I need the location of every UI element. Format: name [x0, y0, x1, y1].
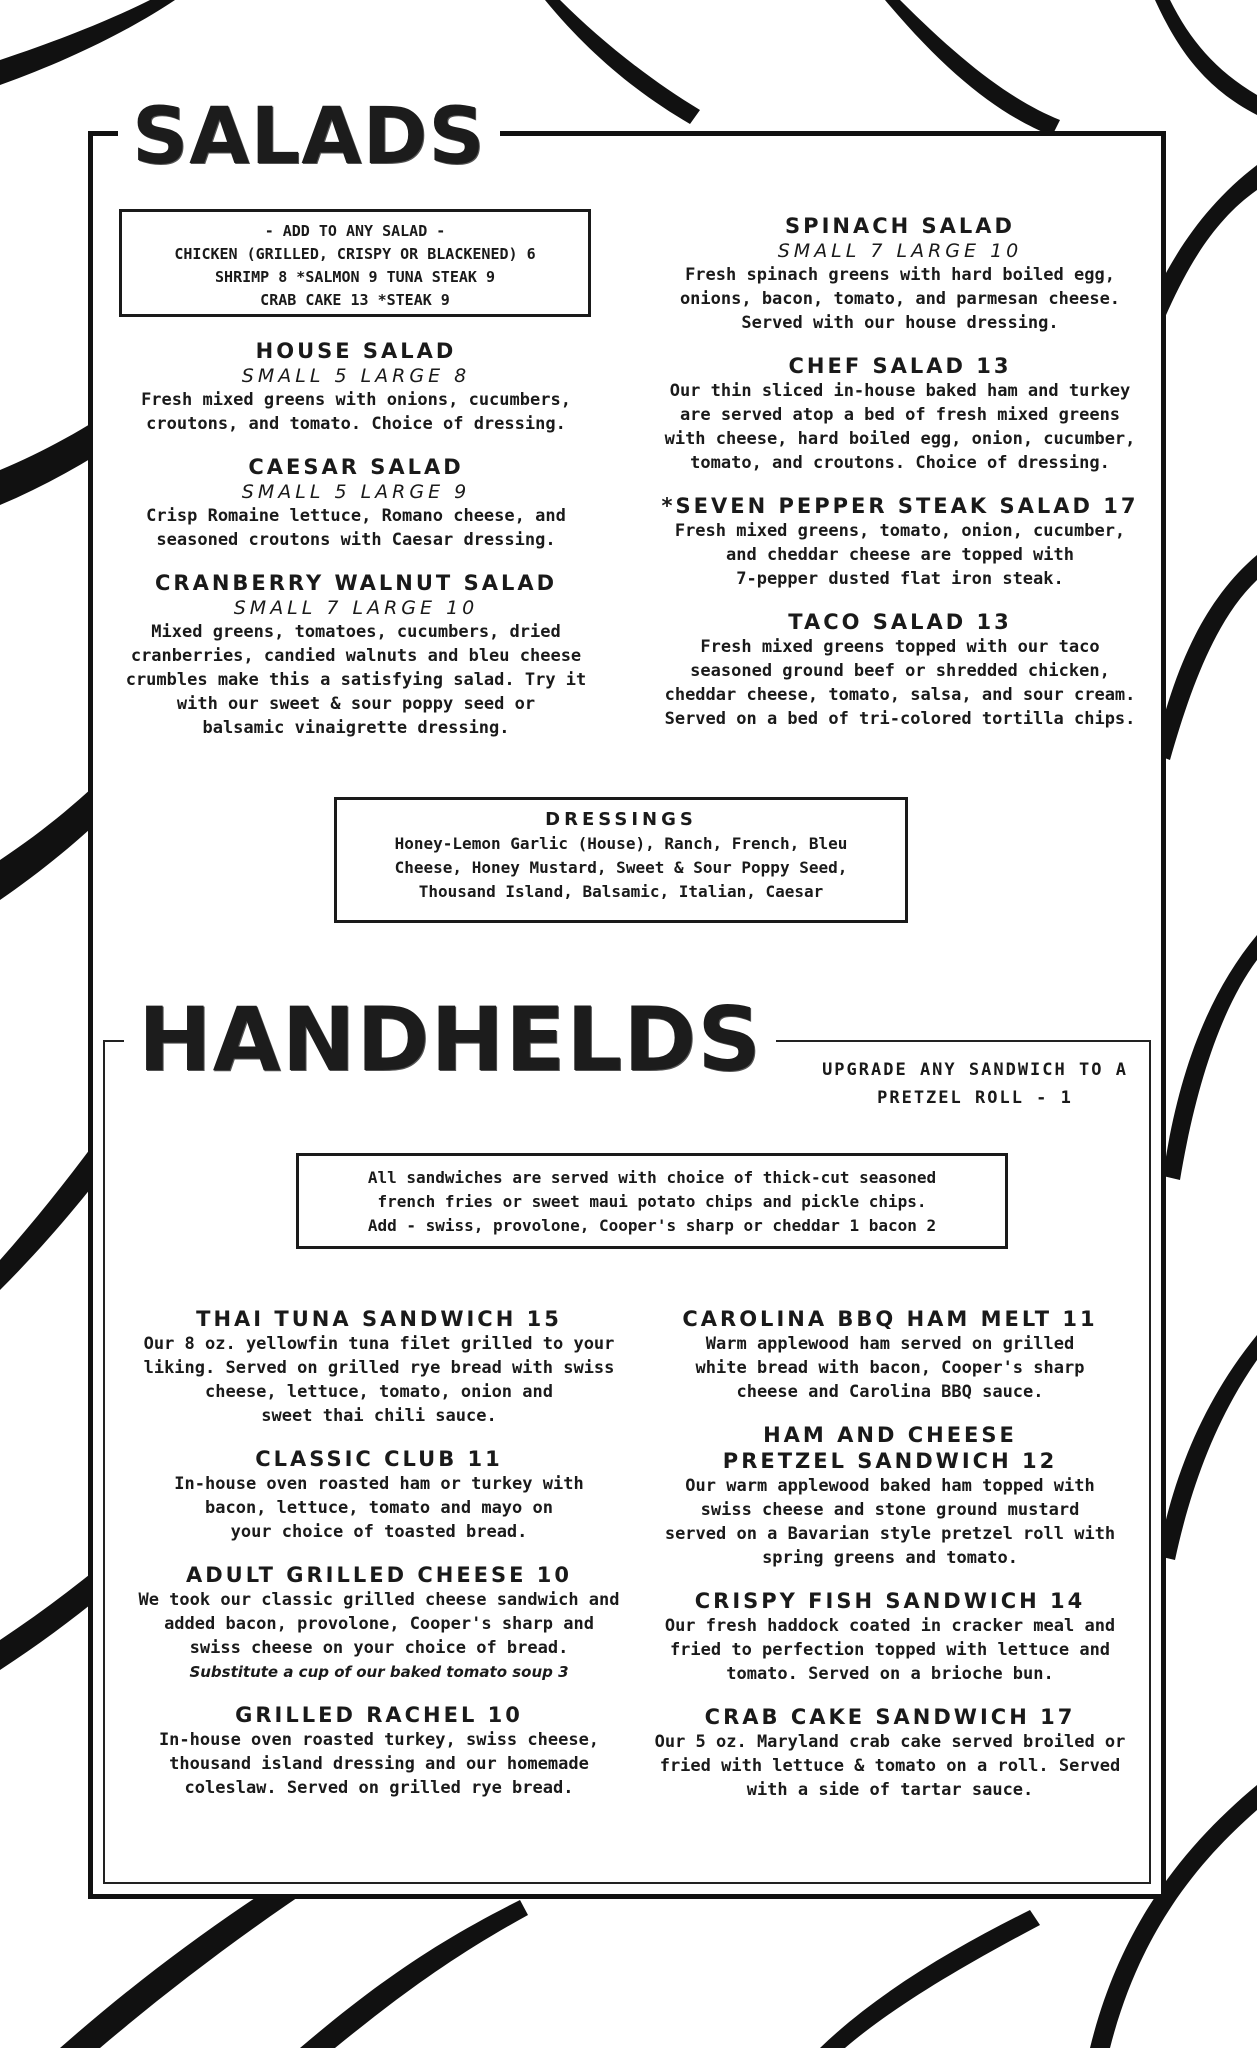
- item-description: cheese, lettuce, tomato, onion and: [205, 1382, 553, 1402]
- item-price: SMALL 7 LARGE 10: [777, 240, 1023, 262]
- item-description: croutons, and tomato. Choice of dressing.: [146, 414, 566, 434]
- item-description: balsamic vinaigrette dressing.: [202, 718, 510, 738]
- salads-left-column: [112, 338, 600, 758]
- item-name: HAM AND CHEESE: [763, 1423, 1017, 1447]
- item-description: Served with our house dressing.: [741, 313, 1059, 333]
- salad-addons-heading: - ADD TO ANY SALAD -: [264, 222, 446, 240]
- item-price: SMALL 5 LARGE 9: [241, 481, 471, 503]
- item-description: Our warm applewood baked ham topped with: [685, 1476, 1095, 1496]
- menu-item: [652, 213, 1148, 335]
- item-description: your choice of toasted bread.: [230, 1522, 528, 1542]
- menu-item: [134, 1306, 624, 1428]
- item-price: SMALL 7 LARGE 10: [233, 597, 479, 619]
- item-description: seasoned croutons with Caesar dressing.: [156, 530, 556, 550]
- item-description: tomato. Served on a brioche bun.: [726, 1664, 1054, 1684]
- pretzel-upgrade-note: [800, 1056, 1150, 1112]
- item-name: CRAB CAKE SANDWICH 17: [704, 1705, 1076, 1729]
- handhelds-left-column: [134, 1306, 624, 1818]
- dressings-line: Honey-Lemon Garlic (House), Ranch, French, Bleu: [394, 834, 848, 853]
- item-description: In-house oven roasted ham or turkey with: [174, 1474, 584, 1494]
- item-description: bacon, lettuce, tomato and mayo on: [205, 1498, 553, 1518]
- menu-item: [134, 1562, 624, 1684]
- item-description: Our 5 oz. Maryland crab cake served broiled or: [654, 1732, 1126, 1752]
- item-description: white bread with bacon, Cooper's sharp: [695, 1358, 1085, 1378]
- item-description: Fresh spinach greens with hard boiled egg,: [685, 265, 1115, 285]
- menu-item: [648, 1588, 1132, 1686]
- item-description: Warm applewood ham served on grilled: [705, 1334, 1075, 1354]
- sides-line: All sandwiches are served with choice of thick-cut seasoned: [367, 1168, 937, 1187]
- item-description: Our thin sliced in-house baked ham and turkey: [669, 381, 1131, 401]
- item-description: with a side of tartar sauce.: [746, 1780, 1034, 1800]
- item-description: with our sweet & sour poppy seed or: [176, 694, 536, 714]
- menu-item: [648, 1422, 1132, 1570]
- item-description: We took our classic grilled cheese sandwich and: [138, 1590, 620, 1610]
- menu-item: [112, 454, 600, 552]
- item-description: Crisp Romaine lettuce, Romano cheese, and: [146, 506, 566, 526]
- item-description: Fresh mixed greens topped with our taco: [700, 637, 1100, 657]
- item-name: CAROLINA BBQ HAM MELT 11: [682, 1307, 1098, 1331]
- soup-substitution-note: Substitute a cup of our baked tomato soup 3: [189, 1663, 569, 1681]
- item-name: CHEF SALAD 13: [788, 354, 1012, 378]
- menu-item: [652, 609, 1148, 731]
- item-name: CRANBERRY WALNUT SALAD: [154, 571, 558, 595]
- item-name: SPINACH SALAD: [785, 214, 1015, 238]
- upgrade-line: PRETZEL ROLL - 1: [877, 1088, 1073, 1108]
- item-description: Served on a bed of tri-colored tortilla chips.: [664, 709, 1136, 729]
- salad-addons-line: SHRIMP 8 *SALMON 9 TUNA STEAK 9: [215, 268, 495, 286]
- item-description: cheddar cheese, tomato, salsa, and sour cream.: [664, 685, 1136, 705]
- dressings-line: Thousand Island, Balsamic, Italian, Caesar: [418, 882, 824, 901]
- item-name: TACO SALAD 13: [788, 610, 1012, 634]
- handhelds-right-column: [648, 1306, 1132, 1820]
- item-description: cheese and Carolina BBQ sauce.: [736, 1382, 1044, 1402]
- upgrade-line: UPGRADE ANY SANDWICH TO A: [822, 1060, 1128, 1080]
- menu-item: [134, 1702, 624, 1800]
- salads-title: SALADS: [118, 98, 500, 176]
- item-name: CLASSIC CLUB 11: [255, 1447, 503, 1471]
- item-description: seasoned ground beef or shredded chicken,: [690, 661, 1110, 681]
- item-description: Mixed greens, tomatoes, cucumbers, dried: [151, 622, 561, 642]
- dressings-heading: DRESSINGS: [545, 809, 697, 830]
- item-name: CAESAR SALAD: [248, 455, 464, 479]
- item-name: ADULT GRILLED CHEESE 10: [185, 1563, 573, 1587]
- item-description: Our 8 oz. yellowfin tuna filet grilled to your: [143, 1334, 615, 1354]
- salads-right-column: [652, 213, 1148, 749]
- item-name: THAI TUNA SANDWICH 15: [196, 1307, 562, 1331]
- item-name: CRISPY FISH SANDWICH 14: [694, 1589, 1086, 1613]
- item-description: sweet thai chili sauce.: [261, 1406, 497, 1426]
- dressings-box: [334, 797, 908, 923]
- item-description: are served atop a bed of fresh mixed greens: [679, 405, 1121, 425]
- handhelds-title: HANDHELDS: [124, 996, 776, 1084]
- sandwich-sides-box: [296, 1153, 1008, 1249]
- menu-item: [652, 353, 1148, 475]
- item-name: *SEVEN PEPPER STEAK SALAD 17: [661, 494, 1139, 518]
- item-description: coleslaw. Served on grilled rye bread.: [184, 1778, 574, 1798]
- item-description: Our fresh haddock coated in cracker meal and: [664, 1616, 1116, 1636]
- item-description: served on a Bavarian style pretzel roll with: [664, 1524, 1116, 1544]
- item-description: fried with lettuce & tomato on a roll. Served: [659, 1756, 1121, 1776]
- item-description: liking. Served on grilled rye bread with swiss: [143, 1358, 615, 1378]
- item-name: PRETZEL SANDWICH 12: [722, 1449, 1058, 1473]
- item-description: added bacon, provolone, Cooper's sharp and: [164, 1614, 594, 1634]
- item-description: thousand island dressing and our homemade: [169, 1754, 589, 1774]
- item-description: Fresh mixed greens, tomato, onion, cucumber,: [674, 521, 1126, 541]
- item-description: swiss cheese on your choice of bread.: [189, 1638, 569, 1658]
- item-description: onions, bacon, tomato, and parmesan cheese.: [679, 289, 1121, 309]
- item-description: spring greens and tomato.: [762, 1548, 1018, 1568]
- item-description: tomato, and croutons. Choice of dressing.: [690, 453, 1110, 473]
- salad-addons-line: CRAB CAKE 13 *STEAK 9: [260, 291, 450, 309]
- sides-line: Add - swiss, provolone, Cooper's sharp or cheddar 1 bacon 2: [367, 1216, 937, 1235]
- dressings-line: Cheese, Honey Mustard, Sweet & Sour Poppy Seed,: [394, 858, 848, 877]
- item-description: cranberries, candied walnuts and bleu cheese: [130, 646, 582, 666]
- menu-item: [112, 570, 600, 740]
- item-name: GRILLED RACHEL 10: [235, 1703, 523, 1727]
- salad-addons-line: CHICKEN (GRILLED, CRISPY OR BLACKENED) 6: [174, 245, 536, 263]
- item-price: SMALL 5 LARGE 8: [241, 365, 471, 387]
- item-name: HOUSE SALAD: [255, 339, 457, 363]
- item-description: fried to perfection topped with lettuce and: [669, 1640, 1111, 1660]
- item-description: In-house oven roasted turkey, swiss cheese,: [158, 1730, 600, 1750]
- item-description: crumbles make this a satisfying salad. Try it: [125, 670, 587, 690]
- item-description: 7-pepper dusted flat iron steak.: [736, 569, 1064, 589]
- menu-item: [648, 1704, 1132, 1802]
- sides-line: french fries or sweet maui potato chips and pickle chips.: [377, 1192, 927, 1211]
- item-description: swiss cheese and stone ground mustard: [700, 1500, 1080, 1520]
- item-description: Fresh mixed greens with onions, cucumbers,: [141, 390, 571, 410]
- item-description: and cheddar cheese are topped with: [726, 545, 1074, 565]
- item-description: with cheese, hard boiled egg, onion, cucumber,: [664, 429, 1136, 449]
- menu-item: [112, 338, 600, 436]
- menu-item: [652, 493, 1148, 591]
- menu-item: [648, 1306, 1132, 1404]
- salad-addons-box: [119, 209, 591, 317]
- menu-item: [134, 1446, 624, 1544]
